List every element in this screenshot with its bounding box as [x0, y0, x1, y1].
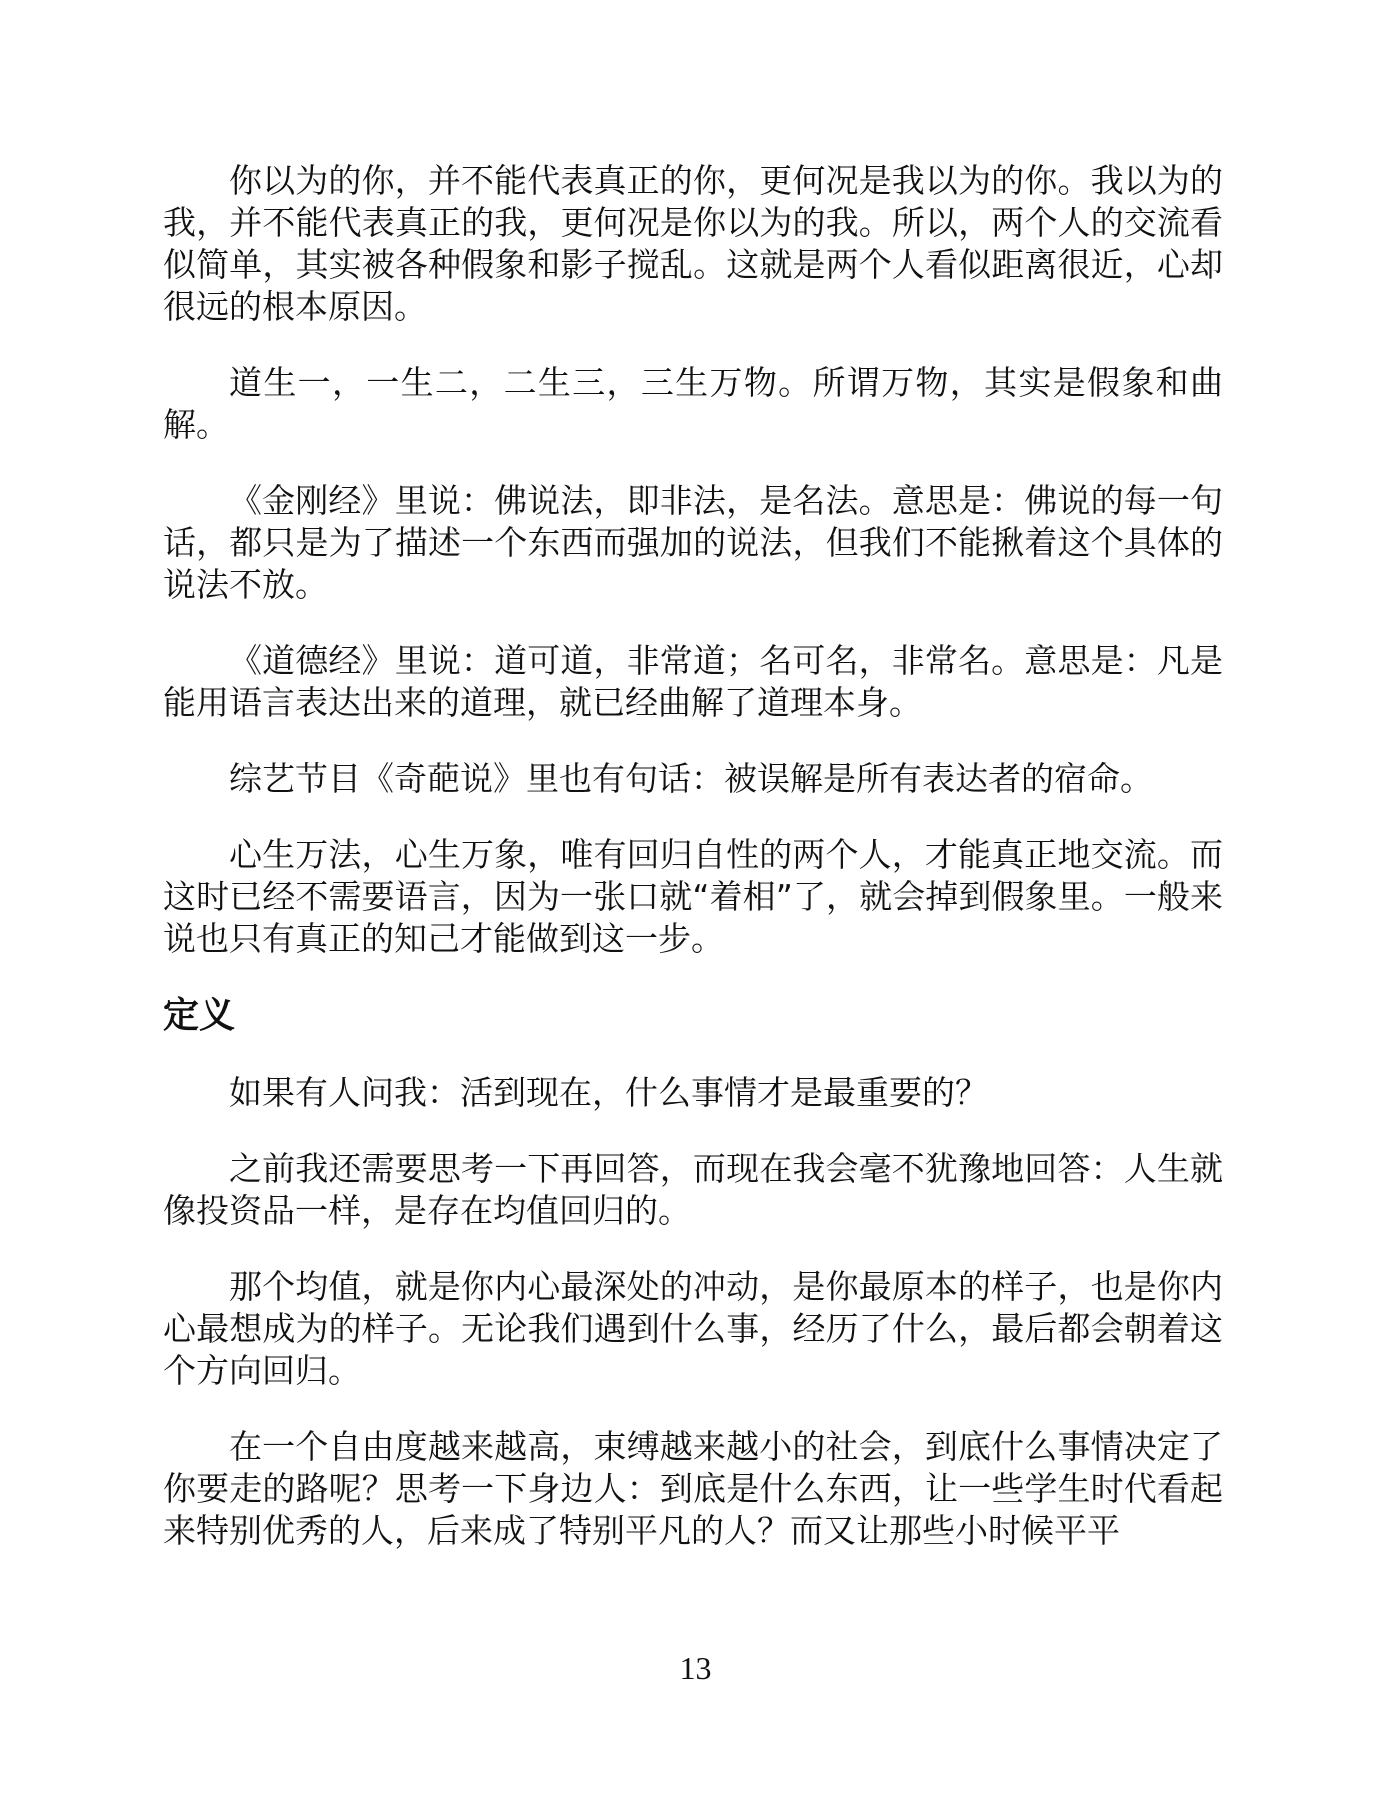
- paragraph-answer: 之前我还需要思考一下再回答，而现在我会毫不犹豫地回答：人生就像投资品一样，是存在均值回归的。: [163, 1149, 1223, 1230]
- paragraph-dao-de-jing: 《道德经》里说：道可道，非常道；名可名，非常名。意思是：凡是能用语言表达出来的道理，就已经曲解了道理本身。: [163, 641, 1223, 722]
- paragraph-qi-pa-shuo: 综艺节目《奇葩说》里也有句话：被误解是所有表达者的宿命。: [229, 759, 1153, 798]
- page-number: 13: [679, 1650, 712, 1686]
- section-heading: 定义: [163, 995, 236, 1036]
- paragraph-freedom: 在一个自由度越来越高，束缚越来越小的社会，到底什么事情决定了你要走的路呢？思考一下身边人：到底是什么东西，让一些学生时代看起来特别优秀的人，后来成了特别平凡的人？而又让那些小时候平平: [163, 1427, 1223, 1550]
- paragraph-self-perception: 你以为的你，并不能代表真正的你，更何况是我以为的你。我以为的我，并不能代表真正的我，更何况是你以为的我。所以，两个人的交流看似简单，其实被各种假象和影子搅乱。这就是两个人看似距离很近，心却很远的根本原因。: [163, 161, 1223, 326]
- page-body: [163, 160, 1223, 1586]
- paragraph-mean-value: 那个均值，就是你内心最深处的冲动，是你最原本的样子，也是你内心最想成为的样子。无论我们遇到什么事，经历了什么，最后都会朝着这个方向回归。: [163, 1267, 1223, 1390]
- paragraph-diamond-sutra: 《金刚经》里说：佛说法，即非法，是名法。意思是：佛说的每一句话，都只是为了描述一个东西而强加的说法，但我们不能揪着这个具体的说法不放。: [163, 481, 1223, 604]
- paragraph-xin-sheng-wan-fa: 心生万法，心生万象，唯有回归自性的两个人，才能真正地交流。而这时已经不需要语言，因为一张口就“着相”了，就会掉到假象里。一般来说也只有真正的知己才能做到这一步。: [163, 835, 1223, 958]
- paragraph-dao-sheng-yi: 道生一，一生二，二生三，三生万物。所谓万物，其实是假象和曲解。: [163, 363, 1223, 444]
- paragraph-question: 如果有人问我：活到现在，什么事情才是最重要的？: [229, 1073, 988, 1112]
